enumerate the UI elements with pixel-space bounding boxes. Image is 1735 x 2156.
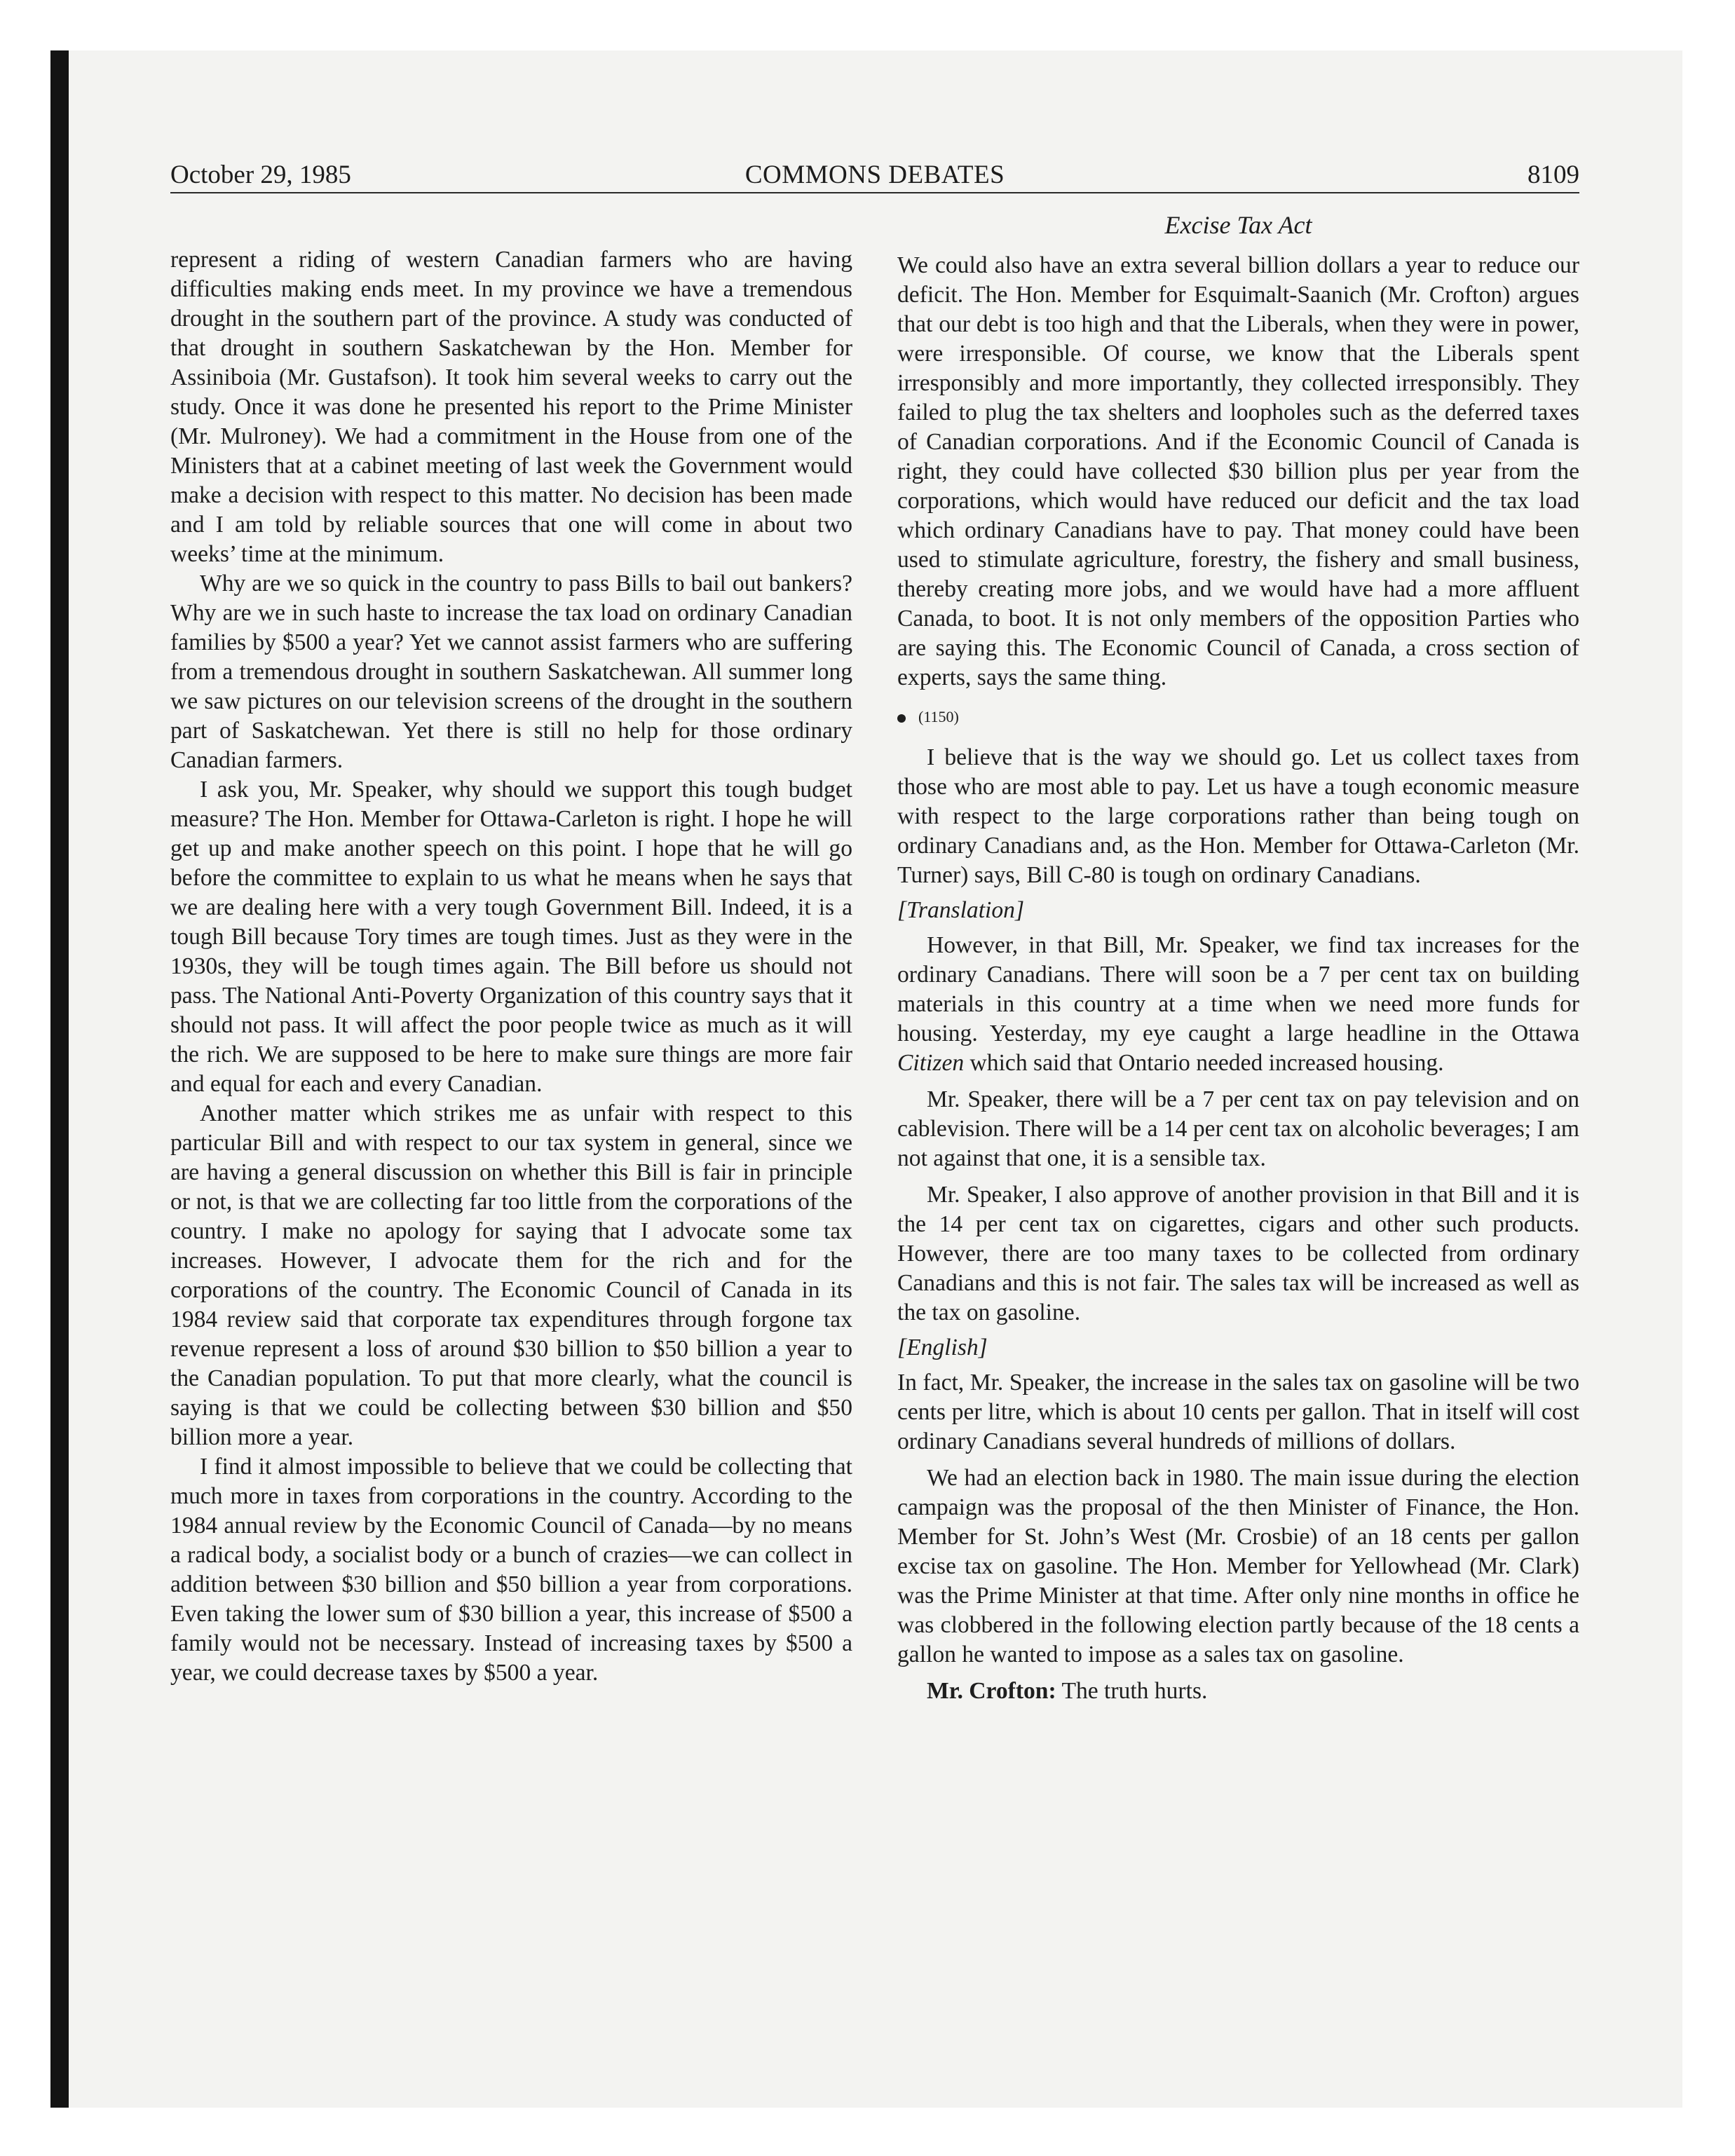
- paragraph: Mr. Speaker, I also approve of another provision in that Bill and it is the 14 per cent tax on cigarettes, cigars and other such products. However, there are too many taxes to be collected from ordinary Canadians and this is not fair. The sales tax will be increased as well as the tax on gasoline.: [897, 1182, 1579, 1325]
- paragraph: Another matter which strikes me as unfair with respect to this particular Bill and with respect to our tax system in general, since we are having a general discussion on whether this Bill is fair in principle or not, is that we are collecting far too little from the corporations of the country. I make no apology for saying that I advocate some tax increases. However, I advocate them for the rich and for the corporations of the country. The Economic Council of Canada in its 1984 review said that corporate tax expenditures through forgone tax revenue represent a loss of around $30 billion to $50 billion a year to the Canadian population. To put that more clearly, what the council is saying is that we could be collecting between $30 billion and $50 billion more a year.: [170, 1100, 852, 1450]
- bullet-icon: [897, 714, 906, 723]
- right-column: [897, 251, 1579, 1706]
- paragraph: We had an election back in 1980. The main issue during the election campaign was the proposal of the then Minister of Finance, the Hon. Member for St. John’s West (Mr. Crosbie) of an 18 cents per gallon excise tax on gasoline. The Hon. Member for Yellowhead (Mr. Clark) was the Prime Minister at that time. After only nine months in office he was clobbered in the following election partly because of the 18 cents a gallon he wanted to impose as a sales tax on gasoline.: [897, 1465, 1579, 1667]
- paragraph-text: which said that Ontario needed increased housing.: [964, 1050, 1444, 1076]
- paragraph: Why are we so quick in the country to pass Bills to bail out bankers? Why are we in such haste to increase the tax load on ordinary Canadian families by $500 a year? Yet we cannot assist farmers who are suffering from a tremendous drought in southern Saskatchewan. All summer long we saw pictures on our television screens of the drought in the southern part of Saskatchewan. Yet there is still no help for those ordinary Canadian farmers.: [170, 571, 852, 773]
- running-head: Excise Tax Act: [1164, 211, 1312, 239]
- paragraph: In fact, Mr. Speaker, the increase in the sales tax on gasoline will be two cents per litre, which is about 10 cents per gallon. That in itself will cost ordinary Canadians several hundreds of millions of dollars.: [897, 1370, 1579, 1454]
- time-marker: [897, 707, 1579, 728]
- header-date: October 29, 1985: [170, 161, 351, 189]
- header-page-number: 8109: [1528, 161, 1579, 189]
- header-rule: [170, 192, 1579, 193]
- time-marker-text: (1150): [918, 708, 959, 725]
- paragraph: We could also have an extra several billion dollars a year to reduce our deficit. The Hon. Member for Esquimalt-Saanich (Mr. Crofton) argues that our debt is too high and that the Liberals, when they were in power, were irresponsible. Of course, we know that the Liberals spent irresponsibly and more importantly, they collected irresponsibly. They failed to plug the tax shelters and loopholes such as the deferred taxes of Canadian corporations. And if the Economic Council of Canada is right, they could have collected $30 billion plus per year from the corporations, which would have reduced our deficit and the tax load which ordinary Canadians have to pay. That money could have been used to stimulate agriculture, forestry, the fishery and small business, thereby creating more jobs, and we would have had a more affluent Canada, to boot. It is not only members of the opposition Parties who are saying this. The Economic Council of Canada, a cross section of experts, says the same thing.: [897, 252, 1579, 690]
- paragraph: Mr. Speaker, there will be a 7 per cent tax on pay television and on cablevision. There will be a 14 per cent tax on alcoholic beverages; I am not against that one, it is a sensible tax.: [897, 1086, 1579, 1171]
- newspaper-name: Citizen: [897, 1050, 965, 1076]
- speaker-text: The truth hurts.: [1056, 1678, 1208, 1704]
- speaker-line: [897, 1677, 1579, 1706]
- speaker-name: Mr. Crofton:: [927, 1678, 1056, 1704]
- paragraph: represent a riding of western Canadian farmers who are having difficulties making ends meet. In my province we have a tremendous drought in the southern part of the province. A study was conducted of that drought in southern Saskatchewan by the Hon. Member for Assiniboia (Mr. Gustafson). It took him several weeks to carry out the study. Once it was done he presented his report to the Prime Minister (Mr. Mulroney). We had a commitment in the House from one of the Ministers that at a cabinet meeting of last week the Government would make a decision with respect to this matter. No decision has been made and I am told by reliable sources that one will come in about two weeks’ time at the minimum.: [170, 247, 852, 567]
- paragraph-text: However, in that Bill, Mr. Speaker, we find tax increases for the ordinary Canadians. There will soon be a 7 per cent tax on building materials in this country at a time when we need more funds for housing. Yesterday, my eye caught a large headline in the Ottawa: [897, 932, 1579, 1046]
- left-column: [170, 245, 852, 1688]
- english-label: [English]: [897, 1335, 988, 1360]
- header-publication: COMMONS DEBATES: [744, 161, 1005, 189]
- scan-binding-edge: [50, 50, 69, 2108]
- paragraph: I believe that is the way we should go. Let us collect taxes from those who are most able to pay. Let us have a tough economic measure with respect to the large corporations rather than being tough on ordinary Canadians and, as the Hon. Member for Ottawa-Carleton (Mr. Turner) says, Bill C-80 is tough on ordinary Canadians.: [897, 744, 1579, 888]
- paragraph: I find it almost impossible to believe that we could be collecting that much more in taxes from corporations in the country. According to the 1984 annual review by the Economic Council of Canada—by no means a radical body, a socialist body or a bunch of crazies—we can collect in addition between $30 billion and $50 billion a year from corporations. Even taking the lower sum of $30 billion a year, this increase of $500 a family would not be necessary. Instead of increasing taxes by $500 a year, we could decrease taxes by $500 a year.: [170, 1454, 852, 1686]
- translation-label: [Translation]: [897, 897, 1025, 923]
- paragraph: [897, 931, 1579, 1078]
- page-header: [170, 160, 1579, 191]
- paragraph: I ask you, Mr. Speaker, why should we support this tough budget measure? The Hon. Member for Ottawa-Carleton is right. I hope he will get up and make another speech on this point. I hope that he will go before the committee to explain to us what he means when he says that we are dealing here with a very tough Government Bill. Indeed, it is a tough Bill because Tory times are tough times. Just as they were in the 1930s, they will be tough times again. The Bill before us should not pass. The National Anti-Poverty Organization of this country says that it should not pass. It will affect the poor people twice as much as it will the rich. We are supposed to be here to make sure things are more fair and equal for each and every Canadian.: [170, 777, 852, 1097]
